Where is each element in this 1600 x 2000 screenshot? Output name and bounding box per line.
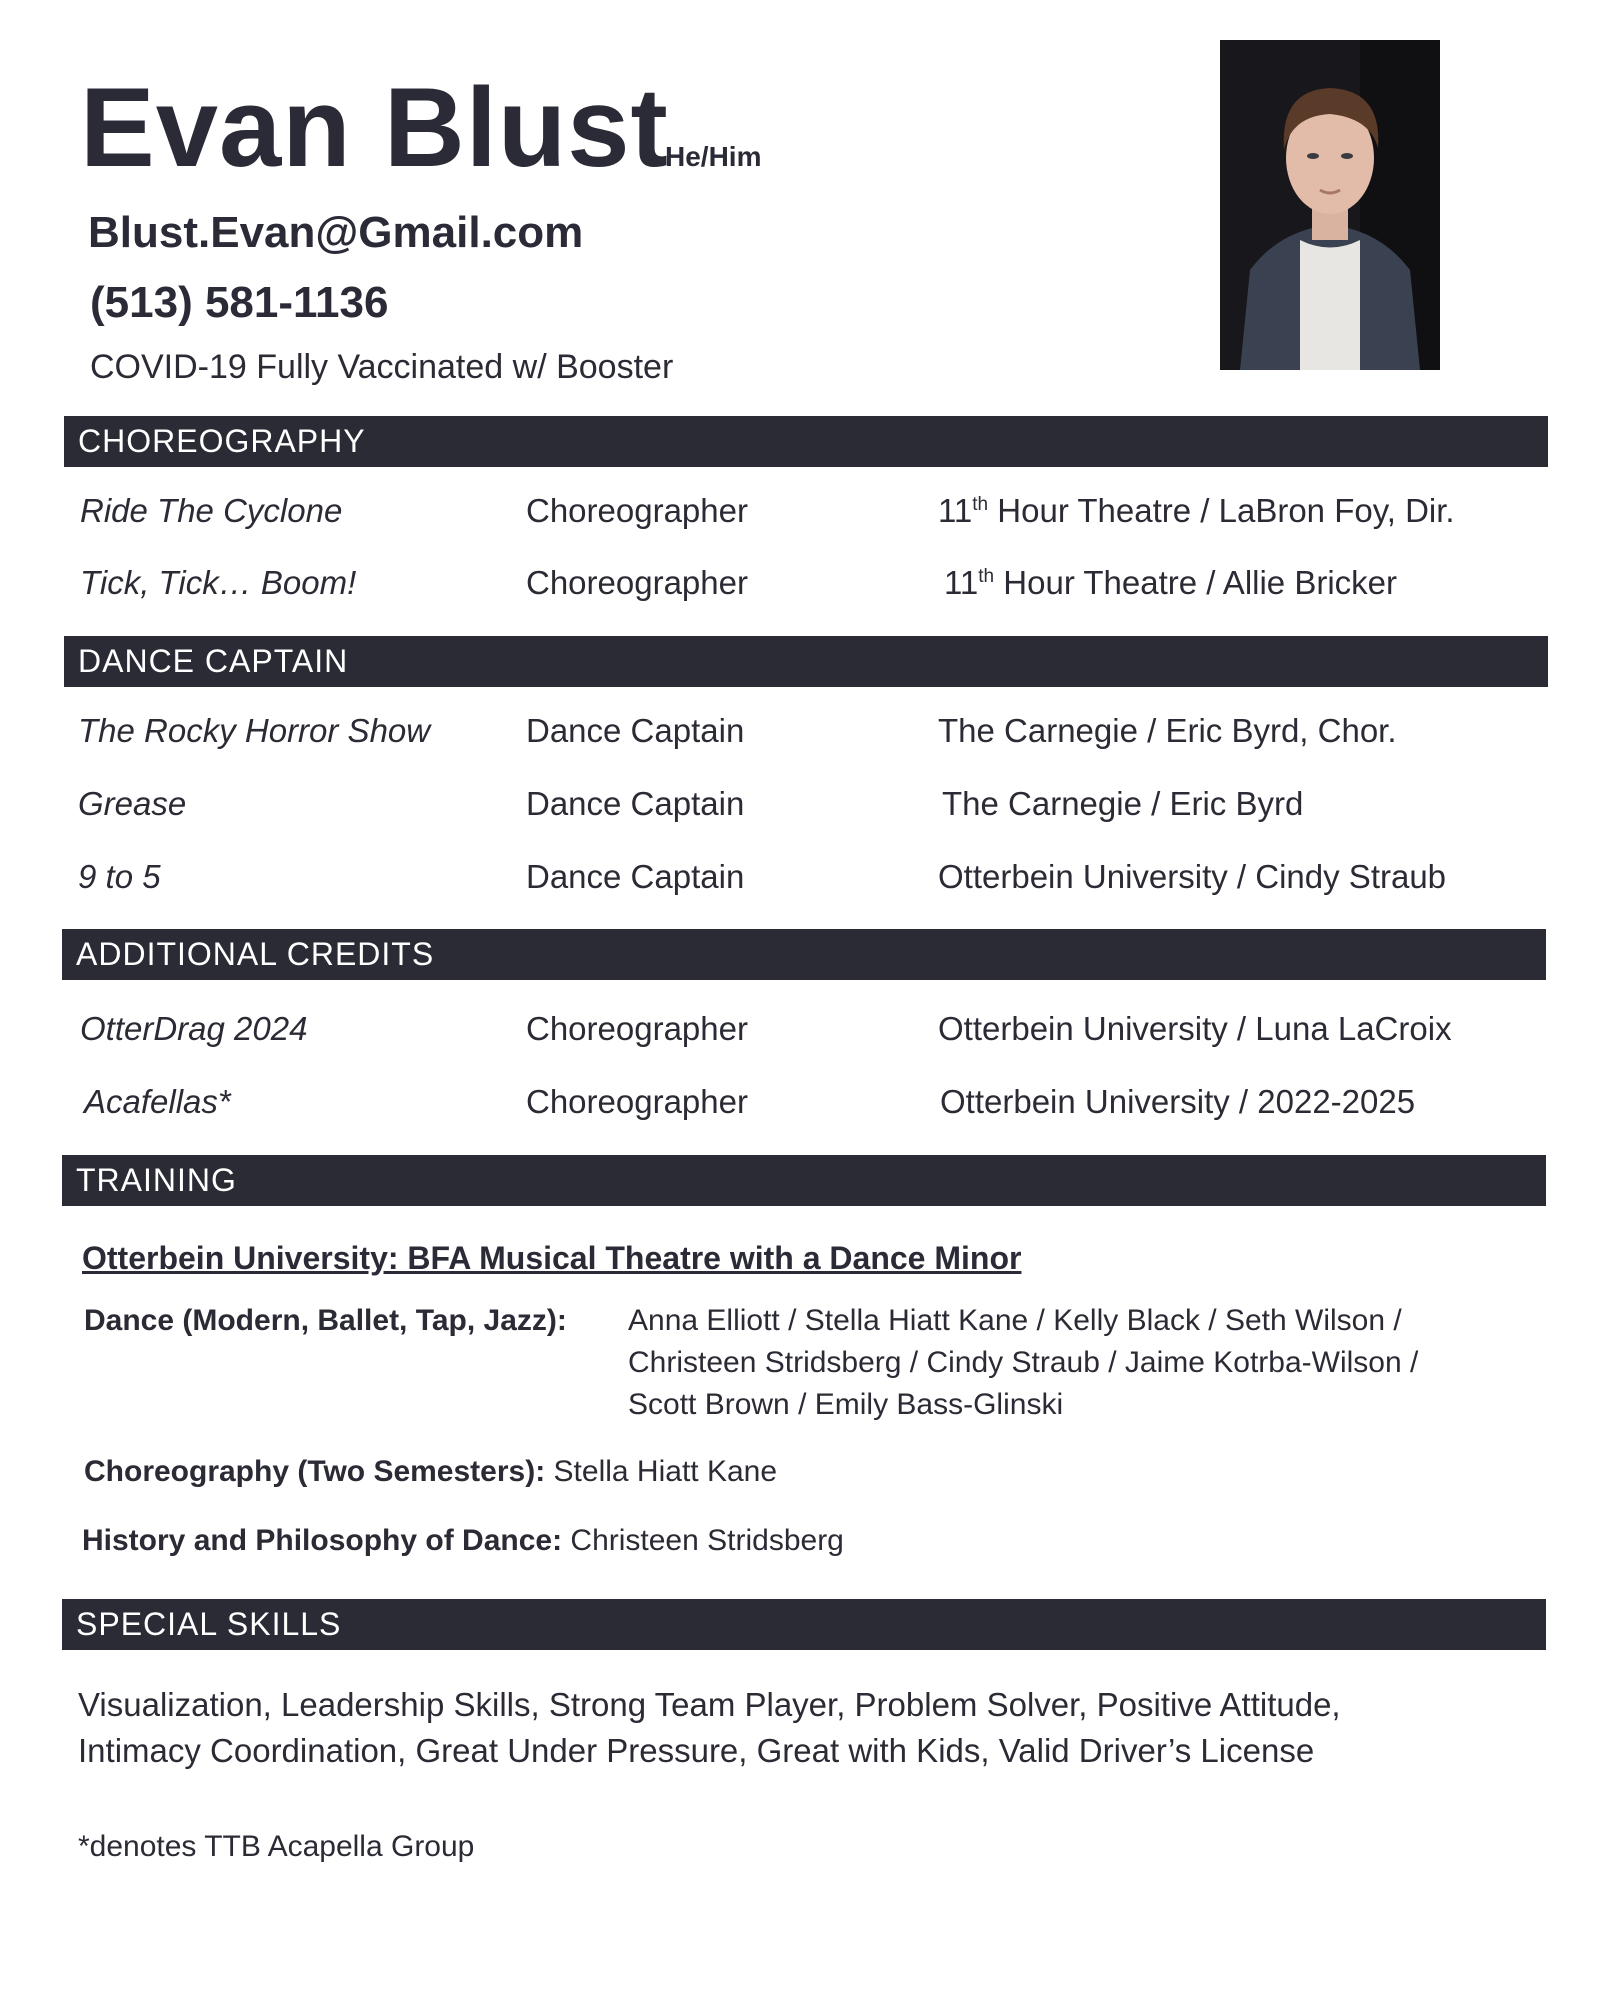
role: Choreographer (526, 492, 748, 529)
training-history: History and Philosophy of Dance: Christeen Stridsberg (82, 1524, 844, 1557)
credit-row (0, 785, 1600, 829)
show-title: Grease (78, 785, 187, 822)
venue-director: Otterbein University / Cindy Straub (938, 858, 1447, 895)
venue-director: 11th Hour Theatre / Allie Bricker (944, 564, 1398, 601)
credit-row (0, 1083, 1600, 1127)
venue-director: Otterbein University / 2022-2025 (940, 1083, 1416, 1120)
show-title: Tick, Tick… Boom! (80, 564, 357, 601)
role: Dance Captain (526, 712, 745, 749)
phone-number: (513) 581-1136 (90, 278, 389, 327)
section-header-dance-captain: DANCE CAPTAIN (64, 636, 1548, 687)
venue-director: Otterbein University / Luna LaCroix (938, 1010, 1452, 1047)
role: Choreographer (526, 1083, 748, 1120)
section-header-choreography: CHOREOGRAPHY (64, 416, 1548, 467)
credit-row (0, 858, 1600, 902)
venue-director: The Carnegie / Eric Byrd (942, 785, 1304, 822)
role: Dance Captain (526, 858, 745, 895)
credit-row (0, 492, 1600, 536)
email-address: Blust.Evan@Gmail.com (88, 208, 584, 257)
special-skills-text: Visualization, Leadership Skills, Strong Team Player, Problem Solver, Positive Attitude, Intimacy Coordination, Great Under Pressure, Great with Kids, Valid Driver’s License (78, 1686, 1341, 1769)
headshot-photo (1220, 40, 1440, 370)
vaccination-status: COVID-19 Fully Vaccinated w/ Booster (90, 348, 674, 386)
training-dance-teachers: Anna Elliott / Stella Hiatt Kane / Kelly Black / Seth Wilson / Christeen Stridsberg / Cindy Straub / Jaime Kotrba-Wilson / Scott Brown / Emily Bass-Glinski (628, 1304, 1419, 1421)
role: Dance Captain (526, 785, 745, 822)
venue-director: 11th Hour Theatre / LaBron Foy, Dir. (938, 492, 1455, 529)
show-title: Acafellas* (84, 1083, 231, 1120)
section-header-special-skills: SPECIAL SKILLS (62, 1599, 1546, 1650)
credit-row (0, 712, 1600, 756)
role: Choreographer (526, 564, 748, 601)
venue-director: The Carnegie / Eric Byrd, Chor. (938, 712, 1397, 749)
footnote: *denotes TTB Acapella Group (78, 1830, 475, 1863)
credit-row (0, 1010, 1600, 1054)
pronouns: He/Him (665, 141, 762, 172)
training-school: Otterbein University: BFA Musical Theatre with a Dance Minor (82, 1240, 1022, 1276)
show-title: 9 to 5 (78, 858, 161, 895)
performer-name: Evan Blust (80, 65, 669, 190)
show-title: The Rocky Horror Show (78, 712, 431, 749)
role: Choreographer (526, 1010, 748, 1047)
training-dance-label: Dance (Modern, Ballet, Tap, Jazz): (84, 1304, 567, 1337)
training-choreography: Choreography (Two Semesters): Stella Hiatt Kane (84, 1455, 778, 1488)
credit-row (0, 564, 1600, 608)
section-header-training: TRAINING (62, 1155, 1546, 1206)
section-header-additional-credits: ADDITIONAL CREDITS (62, 929, 1546, 980)
show-title: OtterDrag 2024 (80, 1010, 308, 1047)
show-title: Ride The Cyclone (80, 492, 343, 529)
